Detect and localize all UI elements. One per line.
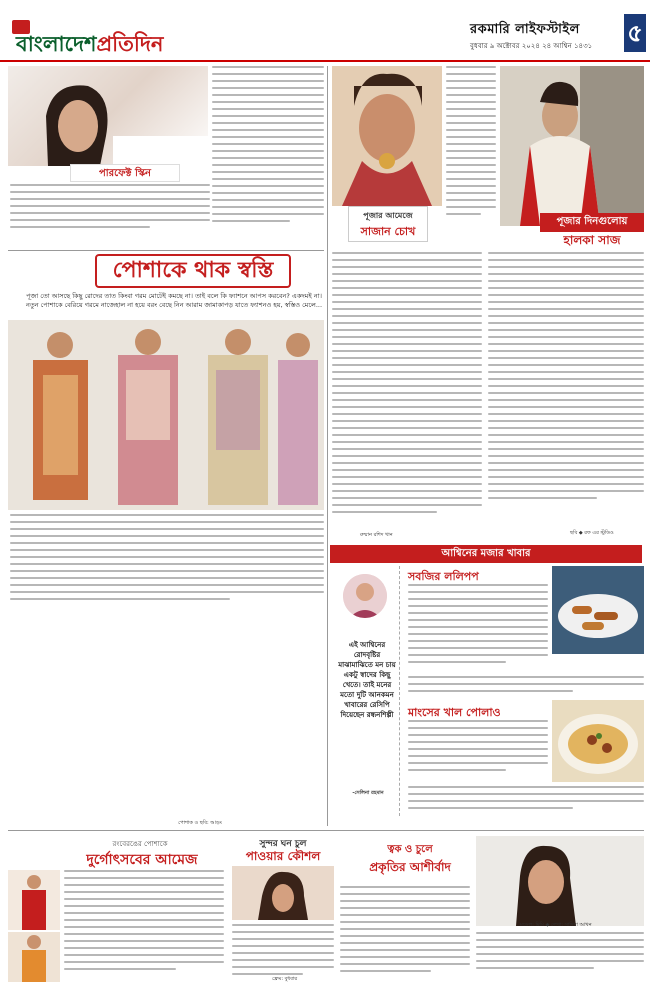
light-makeup-text xyxy=(488,252,644,522)
masthead-part1: বাংলাদেশ xyxy=(16,32,97,56)
dish2-photo xyxy=(552,700,644,782)
durga-puja-kicker: রংবেরঙের পোশাকে xyxy=(112,840,168,848)
light-makeup-label xyxy=(540,213,644,249)
skin-hair-writer: লেখা: সাদিয়া আখন xyxy=(550,922,592,928)
skin-hair-heading xyxy=(345,842,475,882)
hair-kicker: সুন্দর ঘন চুল xyxy=(259,839,307,849)
skin-hair-kicker: ত্বক ও চুলে xyxy=(387,844,433,855)
durga-puja-text xyxy=(64,870,224,980)
skin-hair-title: প্রকৃতির আশীর্বাদ xyxy=(369,860,451,874)
perfect-skin-photo xyxy=(8,66,208,166)
comfort-dress-body xyxy=(10,514,324,606)
eye-makeup-text xyxy=(332,252,482,532)
masthead[interactable] xyxy=(16,28,163,63)
eye-makeup-intro xyxy=(446,66,496,246)
dish1-photo xyxy=(552,566,644,654)
dish1-recipe-2 xyxy=(408,676,644,700)
bottom-divider xyxy=(8,830,644,831)
skin-hair-model: মডেল: মিমি xyxy=(520,922,544,928)
light-makeup-label-top: পূজার দিনগুলোয় xyxy=(540,213,644,232)
dateline: বুধবার ৯ অক্টোবর ২০২৪ ২৪ আশ্বিন ১৪৩১ xyxy=(470,42,593,50)
durga-puja-photo-2 xyxy=(8,932,60,982)
durga-puja-photo-1 xyxy=(8,870,60,930)
skin-hair-photo xyxy=(476,836,644,926)
chef-photo xyxy=(343,574,387,618)
ashwin-food-header: আশ্বিনের মজার খাবার xyxy=(330,545,642,563)
perfect-skin-text-2 xyxy=(212,66,324,246)
skin-hair-text xyxy=(340,886,470,980)
eye-makeup-label-top: পূজার আমেজে xyxy=(363,211,413,220)
chef-name: -সেলিনা রহমান xyxy=(352,790,384,796)
eye-makeup-label-bottom: সাজান চোখ xyxy=(360,225,416,238)
eye-makeup-label xyxy=(348,206,428,242)
main-column-divider xyxy=(327,66,328,826)
comfort-dress-title: পোশাকে থাক স্বস্তি xyxy=(95,254,291,288)
quote-text: এই আশ্বিনের রোদবৃষ্টির মাঝামাঝিতে মন চায় একটু স্বাদের কিছু খেতে। তাই মনের মতো দুটি আনকমন খাবারের রেসিপি দিয়েছেন রন্ধনশিল্পী xyxy=(338,641,396,719)
dish2-title: মাংসের খাল পোলাও xyxy=(408,706,501,719)
dish2-recipe xyxy=(408,720,548,780)
dish1-recipe xyxy=(408,584,548,674)
page-number: ৫ xyxy=(624,14,646,52)
light-makeup-credit: ছবি ◆ রফ এর স্টুডিও xyxy=(570,530,614,536)
eye-makeup-photo xyxy=(332,66,442,206)
hair-title: পাওয়ার কৌশল xyxy=(245,849,321,863)
eye-makeup-credit: রুম্মান রশিদ খান xyxy=(360,532,393,538)
skin-hair-text-2 xyxy=(476,932,644,980)
skin-hair-credit: মডেল: মিমি ◆ লেখা: সাদিয়া আখন xyxy=(520,922,592,928)
light-makeup-photo xyxy=(500,66,644,226)
section-title: রকমারি লাইফস্টাইল xyxy=(470,22,580,37)
row1-divider xyxy=(8,250,324,251)
page-header xyxy=(0,0,650,62)
hair-photo xyxy=(232,866,334,920)
dish2-recipe-2 xyxy=(408,786,644,816)
durga-puja-title: দুর্গোৎসবের আমেজ xyxy=(86,852,198,868)
perfect-skin-label: পারফেক্ট স্কিন xyxy=(70,164,180,182)
comfort-dress-credit: পোশাক ও ছবি: আড়ং xyxy=(178,820,222,826)
dish1-title: সবজির ললিপপ xyxy=(408,570,479,583)
light-makeup-label-bottom: হালকা সাজ xyxy=(563,233,621,247)
hair-text xyxy=(232,924,334,980)
comfort-dress-photos xyxy=(8,320,324,510)
comfort-dress-lead: পূজা তো আসছে কিছু রোদের তাত কিংবা গরম মোটেই কমছে না। তাই বলে কি ফ্যাশনে আপস করবেন? একদমই না। নতুন পোশাকে বেরিয়ে গরমে নাজেহাল না হয়ে বরং বেছে নিন আরাম জামাকাপড় যাতে ফ্যাশনও হয়, স্বস্তিও মেলে... xyxy=(25,292,323,309)
perfect-skin-text xyxy=(10,184,210,242)
masthead-part2: প্রতিদিন xyxy=(96,32,164,56)
hair-credit: ফ্রেম: বুধবার xyxy=(272,976,298,982)
